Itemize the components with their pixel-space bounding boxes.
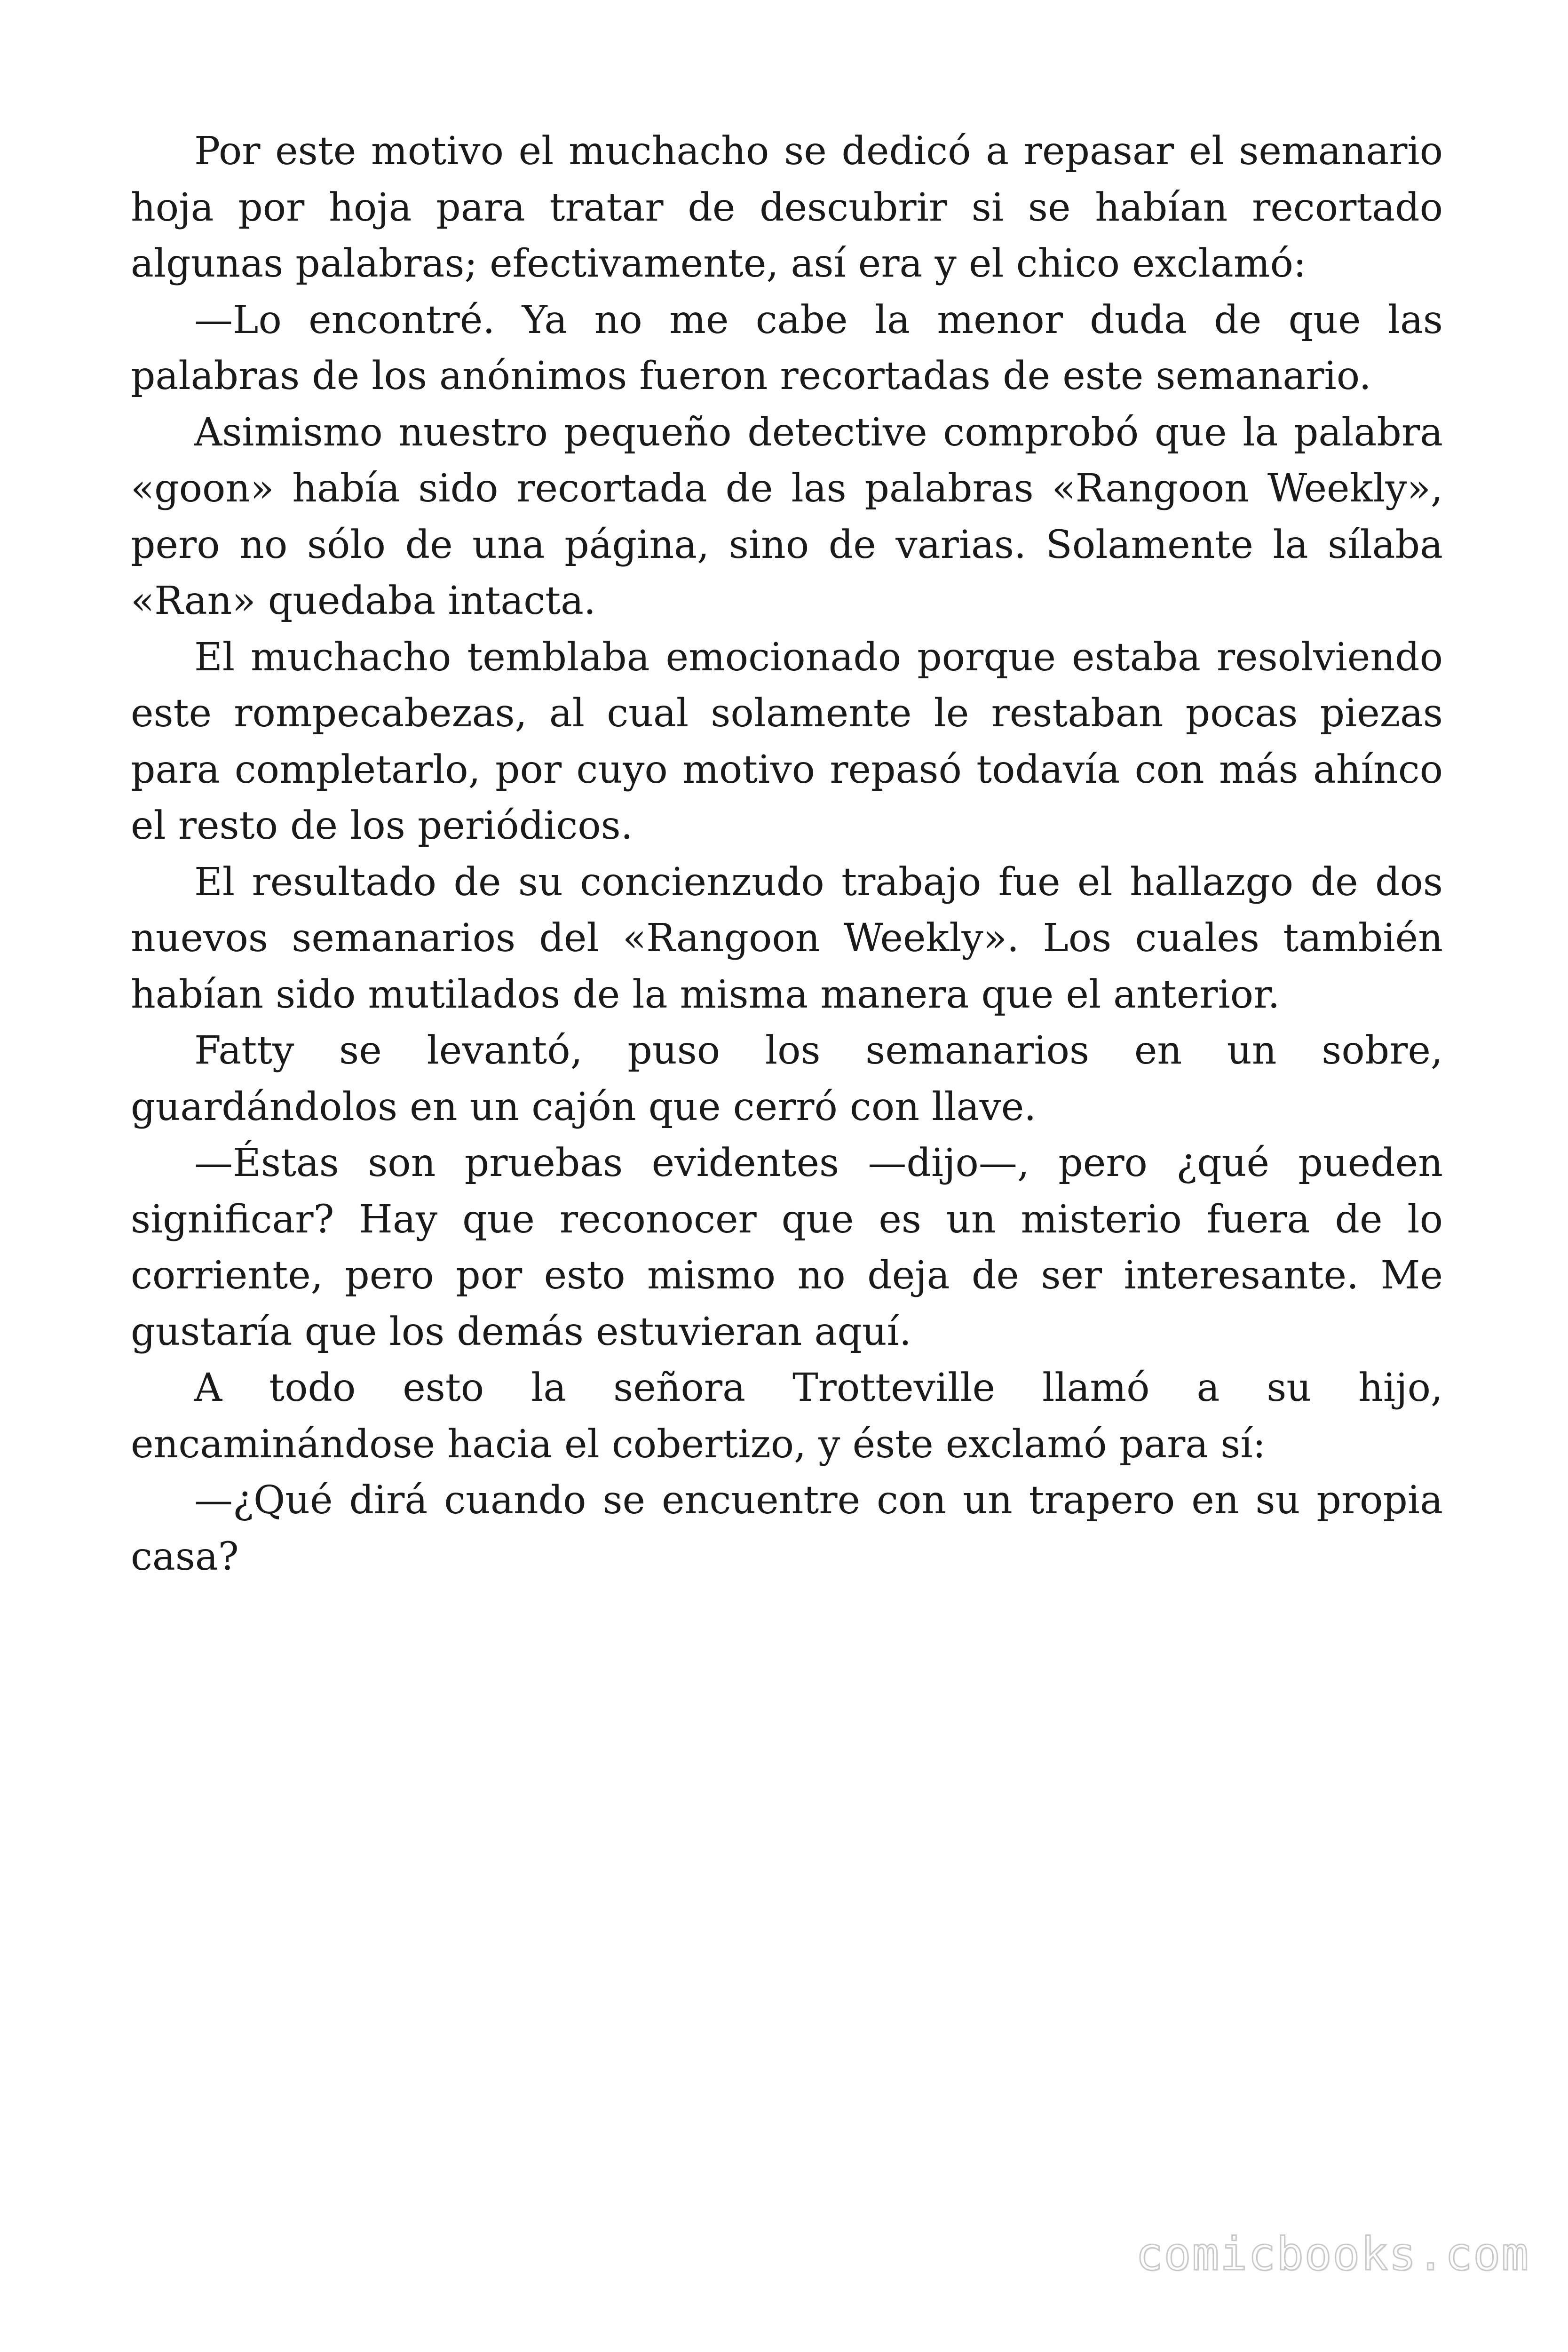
paragraph-5: El resultado de su concienzudo trabajo fue el hallazgo de dos nuevos semanarios del «Rangoon Weekly». Los cuales también habían sido mutilados de la misma manera que el anterior. — [131, 859, 1443, 1017]
paragraph-3: Asimismo nuestro pequeño detective comprobó que la palabra «goon» había sido recortada de las palabras «Rangoon Weekly», pero no sólo de una página, sino de varias. Solamente la sílaba «Ran» quedaba intacta. — [131, 410, 1443, 623]
body-text — [131, 123, 1443, 1585]
paragraph-8: A todo esto la señora Trotteville llamó a su hijo, encaminándose hacia el cobertizo, y éste exclamó para sí: — [131, 1366, 1443, 1467]
paragraph-7: —Éstas son pruebas evidentes —dijo—, pero ¿qué pueden significar? Hay que reconocer que es un misterio fuera de lo corriente, pero por esto mismo no deja de ser interesante. Me gustaría que los demás estuvieran aquí. — [131, 1141, 1443, 1354]
watermark: comicbooks.com — [1135, 2228, 1529, 2280]
paragraph-9: —¿Qué dirá cuando se encuentre con un trapero en su propia casa? — [131, 1478, 1443, 1579]
paragraph-1: Por este motivo el muchacho se dedicó a repasar el semanario hoja por hoja para tratar de descubrir si se habían recortado algunas palabras; efectivamente, así era y el chico exclamó: — [131, 129, 1443, 286]
paragraph-2: —Lo encontré. Ya no me cabe la menor duda de que las palabras de los anónimos fueron recortadas de este semanario. — [131, 297, 1443, 398]
paragraph-4: El muchacho temblaba emocionado porque estaba resolviendo este rompecabezas, al cual solamente le restaban pocas piezas para completarlo, por cuyo motivo repasó todavía con más ahínco el resto de los periódicos. — [131, 635, 1443, 848]
paragraph-6: Fatty se levantó, puso los semanarios en un sobre, guardándolos en un cajón que cerró con llave. — [131, 1028, 1443, 1129]
